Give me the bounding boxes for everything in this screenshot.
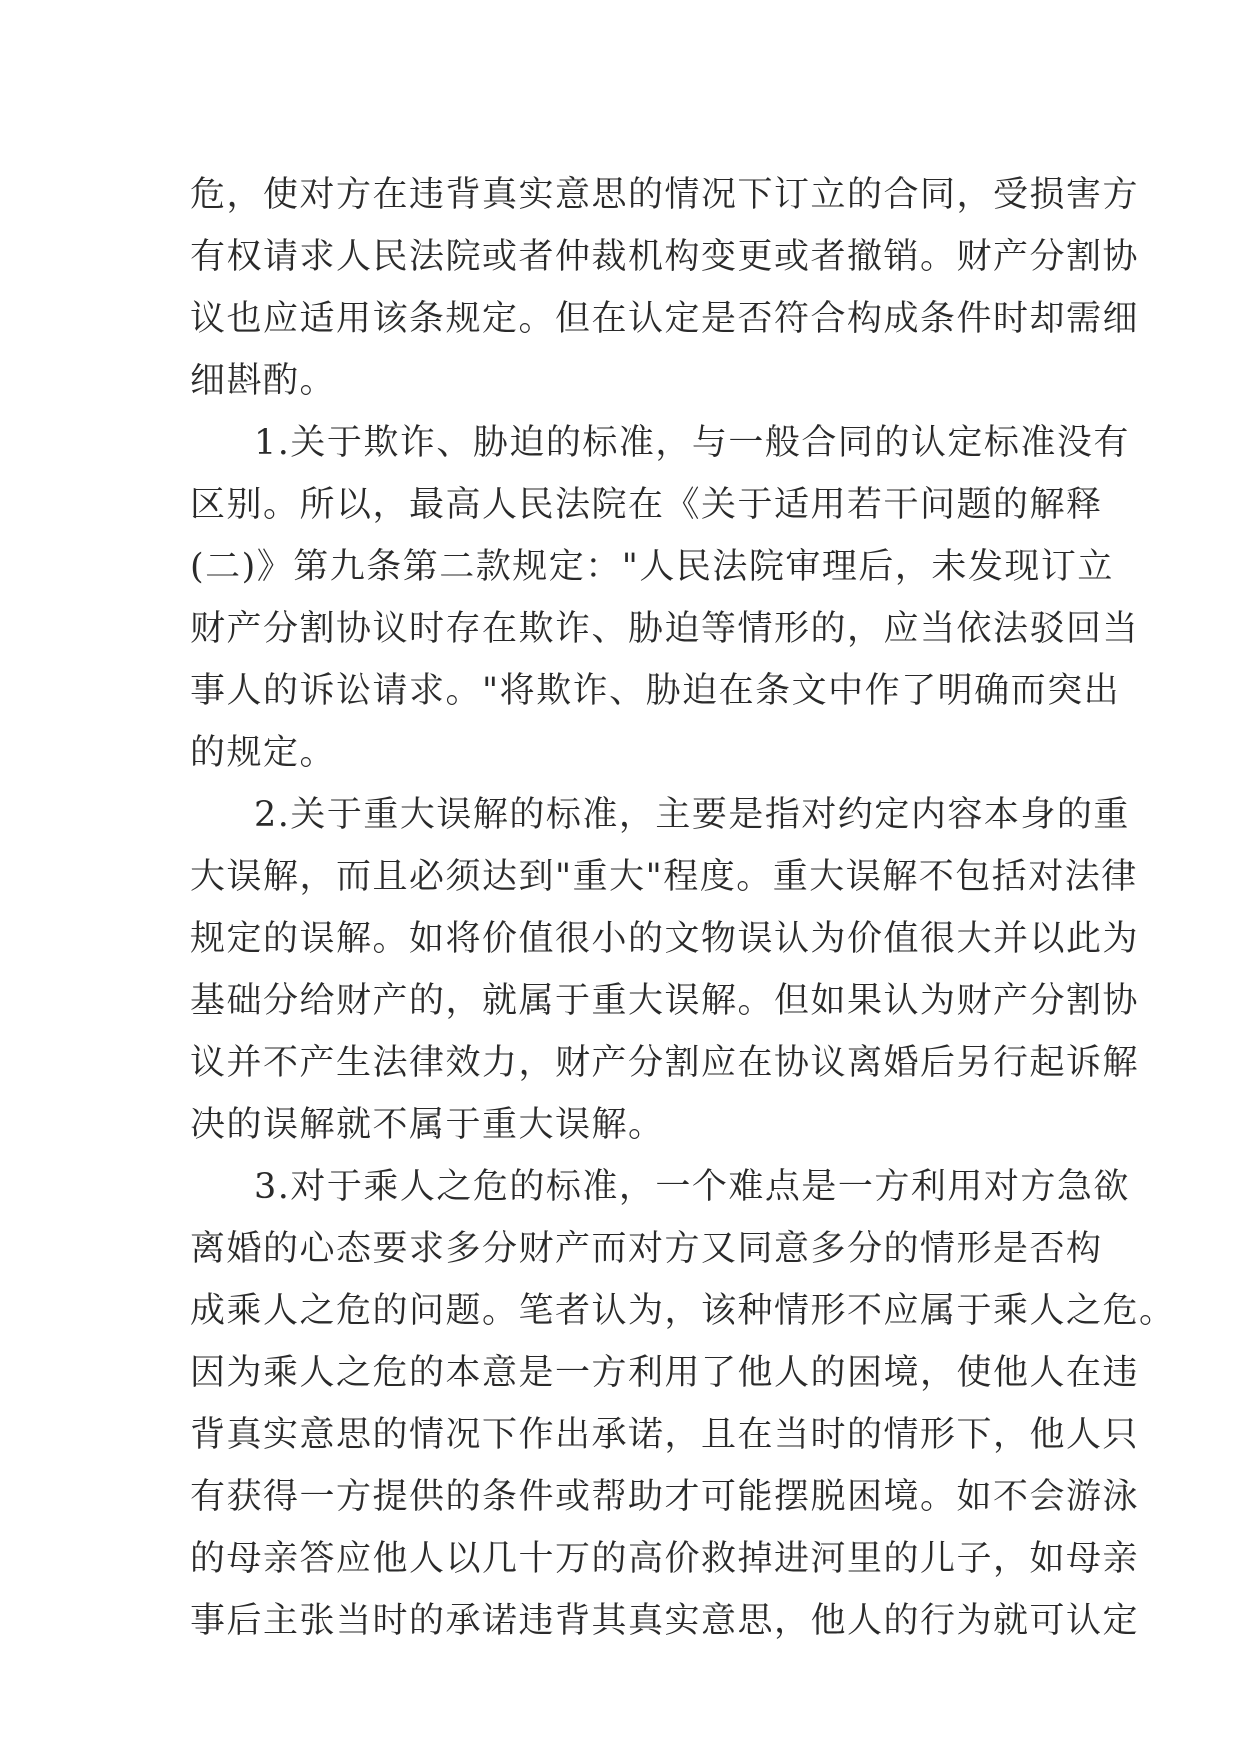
text-line: 成乘人之危的问题。笔者认为，该种情形不应属于乘人之危。 [190, 1291, 1176, 1331]
text-line: 细斟酌。 [190, 361, 337, 401]
text-line: 规定的误解。如将价值很小的文物误认为价值很大并以此为 [190, 919, 1140, 959]
text-line: 议也应适用该条规定。但在认定是否符合构成条件时却需细 [190, 299, 1140, 339]
text-line: 决的误解就不属于重大误解。 [190, 1105, 665, 1145]
text-line: 离婚的心态要求多分财产而对方又同意多分的情形是否构 [190, 1229, 1103, 1269]
text-line: 基础分给财产的，就属于重大误解。但如果认为财产分割协 [190, 981, 1140, 1021]
text-line: 1.关于欺诈、胁迫的标准，与一般合同的认定标准没有 [254, 423, 1130, 463]
text-line: 因为乘人之危的本意是一方利用了他人的困境，使他人在违 [190, 1353, 1140, 1393]
text-line: 财产分割协议时存在欺诈、胁迫等情形的，应当依法驳回当 [190, 609, 1140, 649]
text-line: 有权请求人民法院或者仲裁机构变更或者撤销。财产分割协 [190, 237, 1140, 277]
text-line: 区别。所以，最高人民法院在《关于适用若干问题的解释 [190, 485, 1103, 525]
text-line: 事人的诉讼请求。"将欺诈、胁迫在条文中作了明确而突出 [190, 671, 1121, 711]
text-line: 有获得一方提供的条件或帮助才可能摆脱困境。如不会游泳 [190, 1477, 1140, 1517]
text-line: 大误解，而且必须达到"重大"程度。重大误解不包括对法律 [190, 857, 1138, 897]
text-line: (二)》第九条第二款规定："人民法院审理后，未发现订立 [190, 547, 1114, 587]
text-line: 的母亲答应他人以几十万的高价救掉进河里的儿子，如母亲 [190, 1539, 1140, 1579]
text-line: 危，使对方在违背真实意思的情况下订立的合同，受损害方 [190, 175, 1140, 215]
text-line: 3.对于乘人之危的标准，一个难点是一方利用对方急欲 [254, 1167, 1130, 1207]
text-line: 2.关于重大误解的标准，主要是指对约定内容本身的重 [254, 795, 1130, 835]
text-line: 议并不产生法律效力，财产分割应在协议离婚后另行起诉解 [190, 1043, 1140, 1083]
text-line: 事后主张当时的承诺违背其真实意思，他人的行为就可认定 [190, 1601, 1140, 1641]
body-text [190, 164, 1176, 1652]
text-line: 的规定。 [190, 733, 337, 773]
text-line: 背真实意思的情况下作出承诺，且在当时的情形下，他人只 [190, 1415, 1140, 1455]
